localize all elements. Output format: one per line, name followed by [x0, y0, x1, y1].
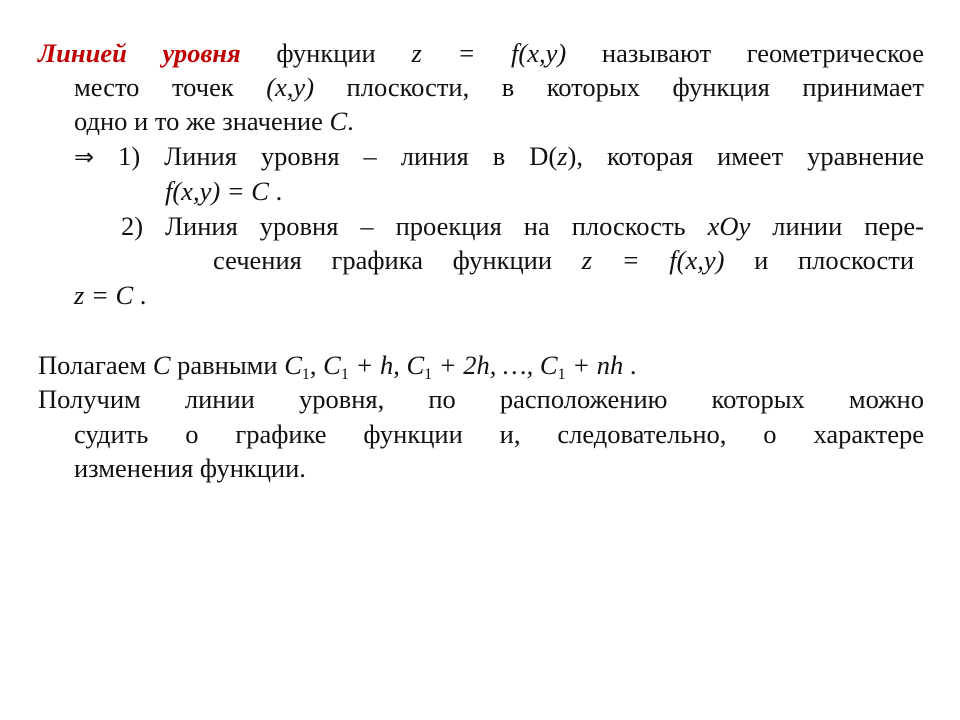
level-step-nh: + nh	[565, 350, 624, 380]
point-formula: (x,y)	[266, 72, 315, 102]
level-c1: C	[284, 350, 302, 380]
plane-xoy: xOy	[707, 211, 751, 241]
consequence-text: 2) Линия уровня – проекция на плоскость	[121, 211, 708, 241]
variable-z: z	[557, 141, 568, 171]
consequence-text: .	[268, 176, 283, 206]
levels-text: .	[623, 350, 637, 380]
definition-text: называют геометрическое	[601, 38, 925, 68]
consequence-2-line-3	[74, 279, 146, 311]
definition-line-1	[38, 37, 924, 69]
conclusion-line-3	[74, 452, 306, 484]
level-step-2h: + 2h, …,	[432, 350, 540, 380]
consequence-text: сечения графика функции	[213, 245, 582, 275]
definition-text: одно и то же значение	[74, 106, 330, 136]
definition-term: Линией уровня	[38, 38, 241, 68]
consequence-text: ), которая имеет уравнение	[567, 141, 924, 171]
levels-text: равными	[170, 350, 285, 380]
level-equation: f(x,y) = C	[165, 176, 269, 206]
subscript: 1	[424, 366, 433, 383]
function-formula: z = f(x,y)	[581, 245, 725, 275]
consequence-text: .	[133, 280, 147, 310]
plane-equation: z = C	[74, 280, 134, 310]
consequence-text: и плоскости	[754, 245, 915, 275]
subscript: 1	[301, 366, 310, 383]
definition-text: функции	[240, 38, 412, 68]
definition-line-3	[74, 105, 354, 137]
subscript: 1	[557, 366, 566, 383]
level-c1: C	[323, 350, 341, 380]
conclusion-line-1	[38, 383, 924, 415]
implies-arrow-icon: ⇒	[74, 143, 95, 171]
level-step-h: + h,	[348, 350, 407, 380]
level-c1: C	[539, 350, 558, 380]
consequence-2-line-2	[213, 244, 914, 276]
conclusion-line-2	[74, 418, 924, 450]
definition-text: плоскости, в которых функция принимает	[346, 72, 925, 102]
subscript: 1	[340, 366, 349, 383]
level-c1: C	[406, 350, 425, 380]
consequence-text: 1) Линия уровня – линия в D(	[94, 141, 558, 171]
conclusion-text: Получим линии уровня, по расположению которых можно	[38, 384, 924, 414]
consequence-2-line-1	[121, 210, 924, 242]
constant-c: C	[329, 106, 348, 136]
constant-c: C	[152, 350, 171, 380]
consequence-1-line-1	[74, 140, 924, 173]
consequence-1-line-2	[165, 175, 282, 207]
definition-text: .	[347, 106, 354, 136]
definition-text: место точек	[74, 72, 267, 102]
levels-text: Полагаем	[38, 350, 153, 380]
conclusion-text: изменения функции.	[74, 453, 306, 483]
definition-line-2	[74, 71, 924, 103]
function-formula: z = f(x,y)	[411, 38, 567, 68]
levels-line	[38, 349, 636, 381]
levels-text: ,	[309, 350, 324, 380]
conclusion-text: судить о графике функции и, следовательно, о характере	[74, 419, 924, 449]
consequence-text: линии пере-	[750, 211, 925, 241]
